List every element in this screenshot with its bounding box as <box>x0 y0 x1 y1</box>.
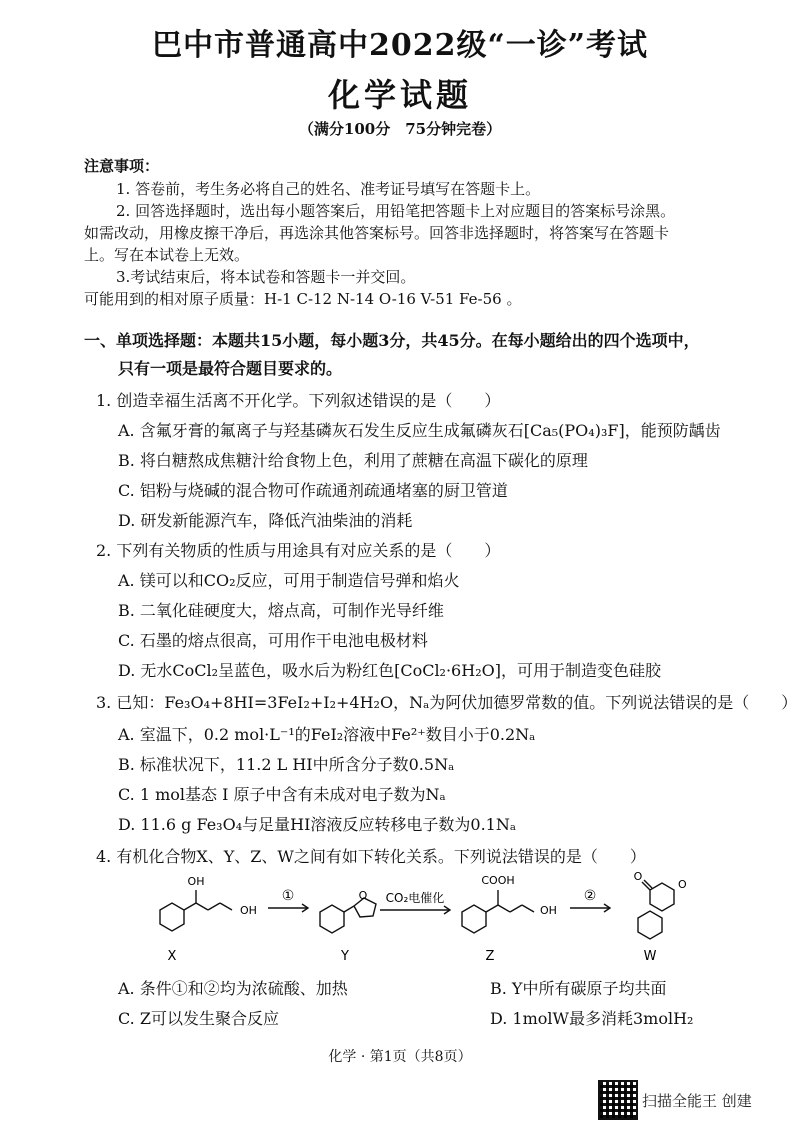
option-a: A. 室温下，0.2 mol·L⁻¹的FeI₂溶液中Fe²⁺数目小于0.2Nₐ <box>118 725 536 744</box>
question-stem: 3. 已知：Fe₃O₄+8HI=3FeI₂+I₂+4H₂O，Nₐ为阿伏加德罗常数的值。下列说法错误的是（ ） <box>96 693 798 712</box>
ring-o-label: O <box>678 878 687 891</box>
option-c: C. 铝粉与烧碱的混合物可作疏通剂疏通堵塞的厨卫管道 <box>118 481 508 500</box>
atomic-masses: 可能用到的相对原子质量：H-1 C-12 N-14 O-16 V-51 Fe-56 。 <box>84 290 522 308</box>
arrow-3-label: ② <box>583 888 597 904</box>
benzene-ring-x <box>160 903 184 931</box>
note-item: 上。写在本试卷上无效。 <box>84 246 250 264</box>
option-d: D. 无水CoCl₂呈蓝色，吸水后为粉红色[CoCl₂·6H₂O]，可用于制造变色硅胶 <box>118 661 661 680</box>
option-c: C. Z可以发生聚合反应 <box>118 1009 279 1028</box>
oh-label: OH <box>187 875 205 888</box>
notes-heading: 注意事项： <box>84 157 160 175</box>
scanner-watermark: 扫描全能王 创建 <box>642 1092 752 1110</box>
benzene-ring-y <box>320 905 344 933</box>
section-title: 一、单项选择题：本题共15小题，每小题3分，共45分。在每小题给出的四个选项中， <box>84 331 700 350</box>
benzene-ring-z <box>462 905 486 933</box>
benzene-ring-w <box>638 911 662 939</box>
question-stem: 4. 有机化合物X、Y、Z、W之间有如下转化关系。下列说法错误的是（ ） <box>96 847 646 866</box>
lactone-ring-w <box>650 883 674 911</box>
arrow-2-label: CO₂电催化 <box>385 891 445 905</box>
option-c: C. 石墨的熔点很高，可用作干电池电极材料 <box>118 631 428 650</box>
arrow-1-label: ① <box>281 888 295 904</box>
exam-meta: （满分100分 75分钟完卷） <box>298 120 502 138</box>
subject-title: 化学试题 <box>327 76 472 114</box>
oh-label: OH <box>540 904 557 917</box>
note-item: 1. 答卷前，考生务必将自己的姓名、准考证号填写在答题卡上。 <box>116 180 541 198</box>
option-a: A. 镁可以和CO₂反应，可用于制造信号弹和焰火 <box>118 571 460 590</box>
option-b: B. Y中所有碳原子均共面 <box>490 979 667 998</box>
compound-label-x: X <box>167 949 177 964</box>
option-a: A. 含氟牙膏的氟离子与羟基磷灰石发生反应生成氟磷灰石[Ca₅(PO₄)₃F]，能预防龋齿 <box>118 421 721 440</box>
option-c: C. 1 mol基态 I 原子中含有未成对电子数为Nₐ <box>118 785 446 804</box>
note-item: 2. 回答选择题时，选出每小题答案后，用铅笔把答题卡上对应题目的答案标号涂黑。 <box>116 202 676 220</box>
option-d: D. 11.6 g Fe₃O₄与足量HI溶液反应转移电子数为0.1Nₐ <box>118 815 517 834</box>
compound-label-y: Y <box>341 949 349 964</box>
ring-o-label: O <box>358 889 368 902</box>
oh-label: OH <box>240 904 257 917</box>
question-stem: 2. 下列有关物质的性质与用途具有对应关系的是（ ） <box>96 541 501 560</box>
option-b: B. 将白糖熬成焦糖汁给食物上色，利用了蔗糖在高温下碳化的原理 <box>118 451 588 470</box>
option-a: A. 条件①和②均为浓硫酸、加热 <box>118 979 348 998</box>
option-b: B. 标准状况下，11.2 L HI中所含分子数0.5Nₐ <box>118 755 455 774</box>
page-footer: 化学 · 第1页（共8页） <box>328 1049 472 1065</box>
compound-label-w: W <box>643 949 657 964</box>
cooh-label: COOH <box>481 874 515 887</box>
section-title-cont: 只有一项是最符合题目要求的。 <box>118 359 343 378</box>
note-item: 如需改动，用橡皮擦干净后，再选涂其他答案标号。回答非选择题时，将答案写在答题卡 <box>84 224 670 242</box>
exam-title: 巴中市普通高中2022级“一诊”考试 <box>151 28 648 63</box>
compound-label-z: Z <box>485 949 495 964</box>
qr-code-icon <box>598 1080 638 1120</box>
reaction-scheme <box>140 870 700 970</box>
option-d: D. 1molW最多消耗3molH₂ <box>490 1009 694 1028</box>
question-stem: 1. 创造幸福生活离不开化学。下列叙述错误的是（ ） <box>96 391 501 410</box>
carbonyl-o-label: O <box>633 870 643 883</box>
note-item: 3.考试结束后，将本试卷和答题卡一并交回。 <box>116 268 416 286</box>
option-d: D. 研发新能源汽车，降低汽油柴油的消耗 <box>118 511 413 530</box>
option-b: B. 二氧化硅硬度大，熔点高，可制作光导纤维 <box>118 601 444 620</box>
